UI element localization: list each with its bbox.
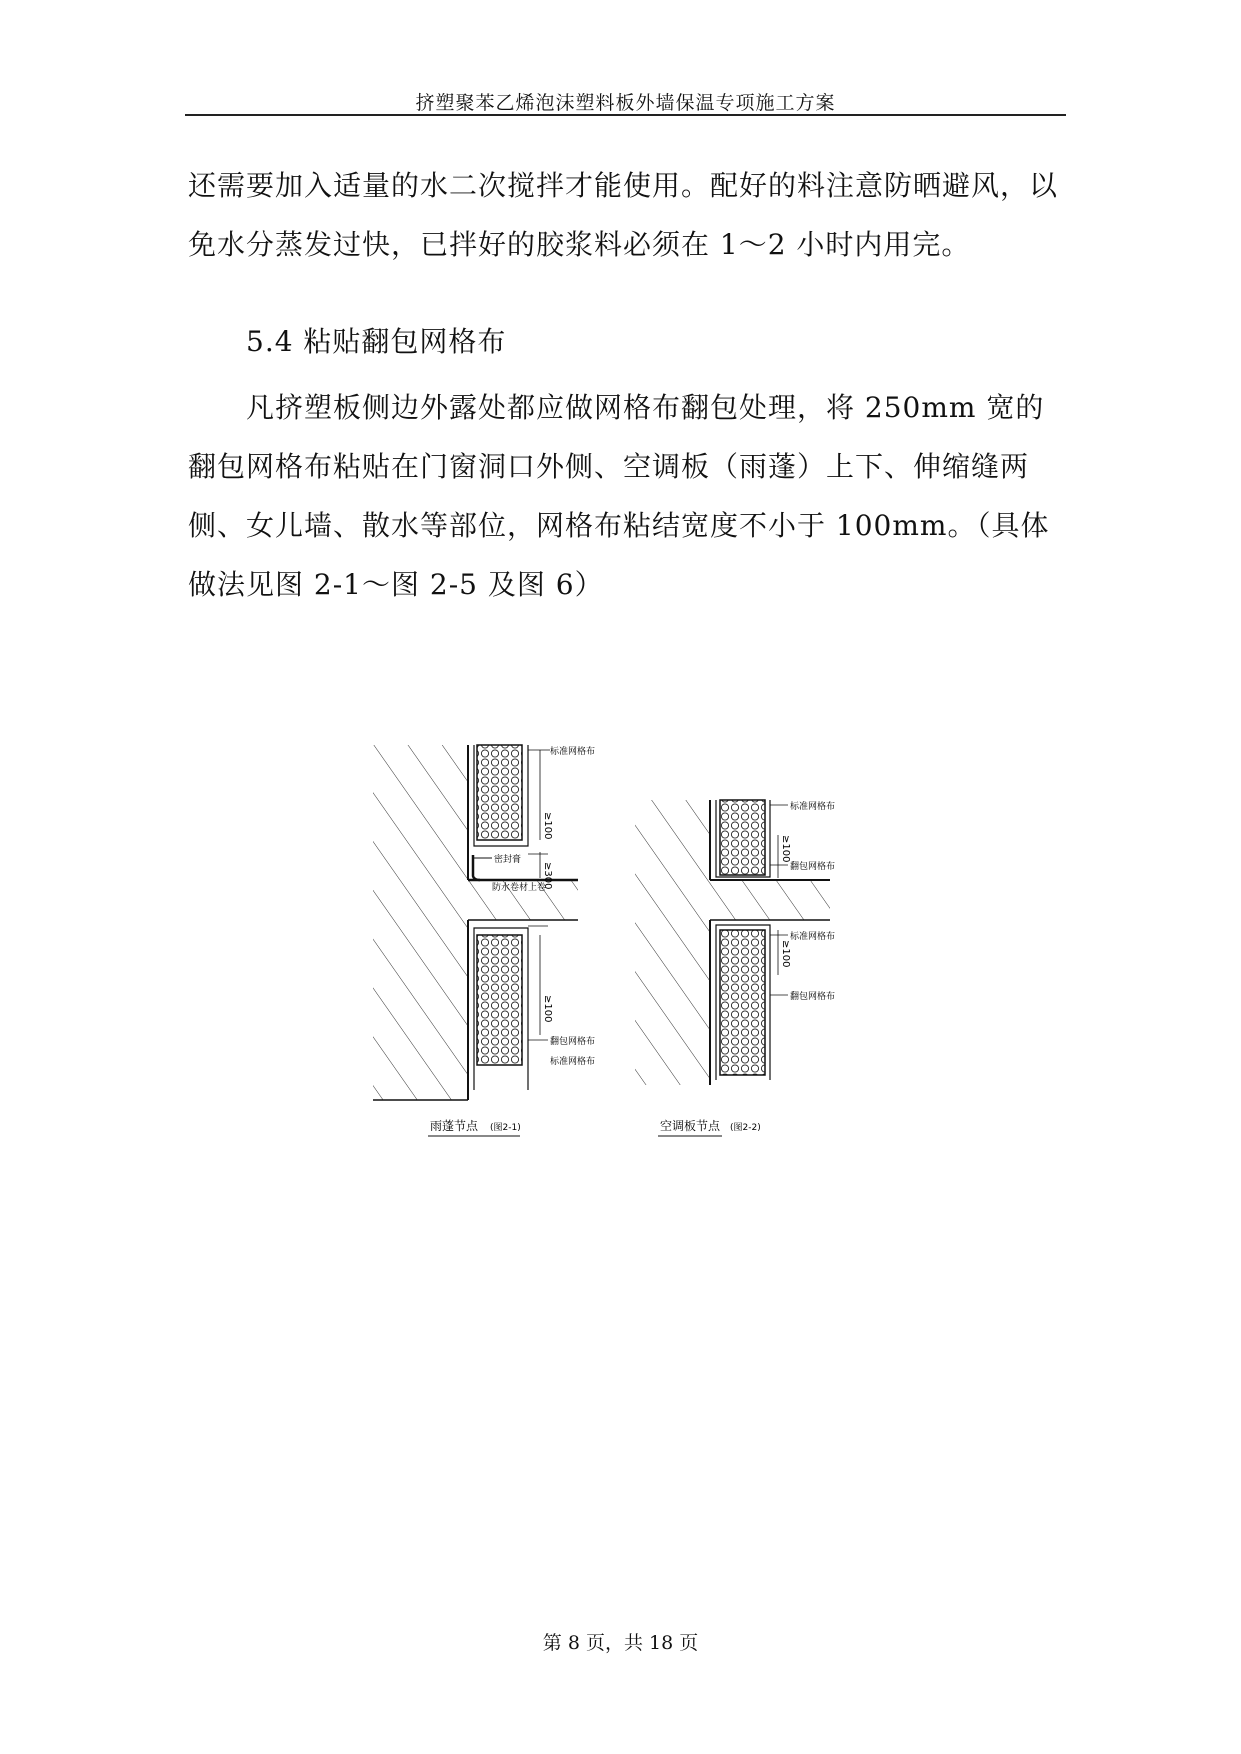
document-header-title: 挤塑聚苯乙烯泡沫塑料板外墙保温专项施工方案	[415, 92, 836, 114]
dim-300: ≥300	[542, 862, 553, 890]
label-wrap-mesh-top-2: 翻包网格布	[790, 862, 836, 872]
header-rule	[185, 114, 1066, 116]
insulation-board-top	[477, 745, 522, 840]
label-wrap-mesh-bottom-2: 翻包网格布	[790, 992, 836, 1002]
label-wrap-mesh: 翻包网格布	[550, 1037, 596, 1047]
paragraph-mixing: 还需要加入适量的水二次搅拌才能使用。配好的料注意防晒避风，以免水分蒸发过快，已拌好的胶浆料必须在 1～2 小时内用完。	[188, 169, 1059, 261]
caption-figure-2-1: (图2-1)	[490, 1123, 521, 1133]
dim-100-bottom-2: ≥100	[780, 940, 791, 968]
figure-ac-panel-node	[635, 800, 835, 1136]
paragraph-mesh-wrapping: 凡挤塑板侧边外露处都应做网格布翻包处理，将 250mm 宽的翻包网格布粘贴在门窗洞口外侧、空调板（雨蓬）上下、伸缩缝两侧、女儿墙、散水等部位，网格布粘结宽度不小于 100mm。（具体做法见图 2-1～图 2-5 及图 6）	[188, 391, 1050, 601]
section-heading-5-4: 5.4 粘贴翻包网格布	[246, 325, 507, 358]
label-sealant: 密封膏	[494, 855, 522, 865]
label-standard-mesh-top: 标准网格布	[550, 747, 596, 757]
insulation-board-bottom-2	[720, 930, 765, 1075]
caption-canopy-node: 雨蓬节点	[430, 1119, 479, 1133]
label-standard-mesh-bottom-2: 标准网格布	[790, 932, 836, 942]
detail-figures	[370, 740, 890, 1150]
wall-hatch	[373, 745, 468, 1100]
label-standard-mesh-top-2: 标准网格布	[790, 802, 836, 812]
label-standard-mesh-bottom: 标准网格布	[550, 1057, 596, 1067]
caption-figure-2-2: (图2-2)	[730, 1123, 761, 1133]
caption-ac-panel-node: 空调板节点	[660, 1119, 721, 1133]
page-number: 第 8 页，共 18 页	[542, 1632, 699, 1654]
insulation-board-bottom	[477, 935, 522, 1065]
insulation-board-top-2	[720, 800, 765, 875]
dim-100-top: ≥100	[542, 812, 553, 840]
label-waterproof-membrane: 防水卷材上卷	[492, 883, 547, 893]
figure-canopy-node	[373, 745, 595, 1136]
wall-hatch-2	[635, 800, 710, 1085]
dim-100-bottom: ≥100	[542, 995, 553, 1023]
ac-panel-slab	[710, 880, 830, 920]
dim-100-top-2: ≥100	[780, 835, 791, 863]
